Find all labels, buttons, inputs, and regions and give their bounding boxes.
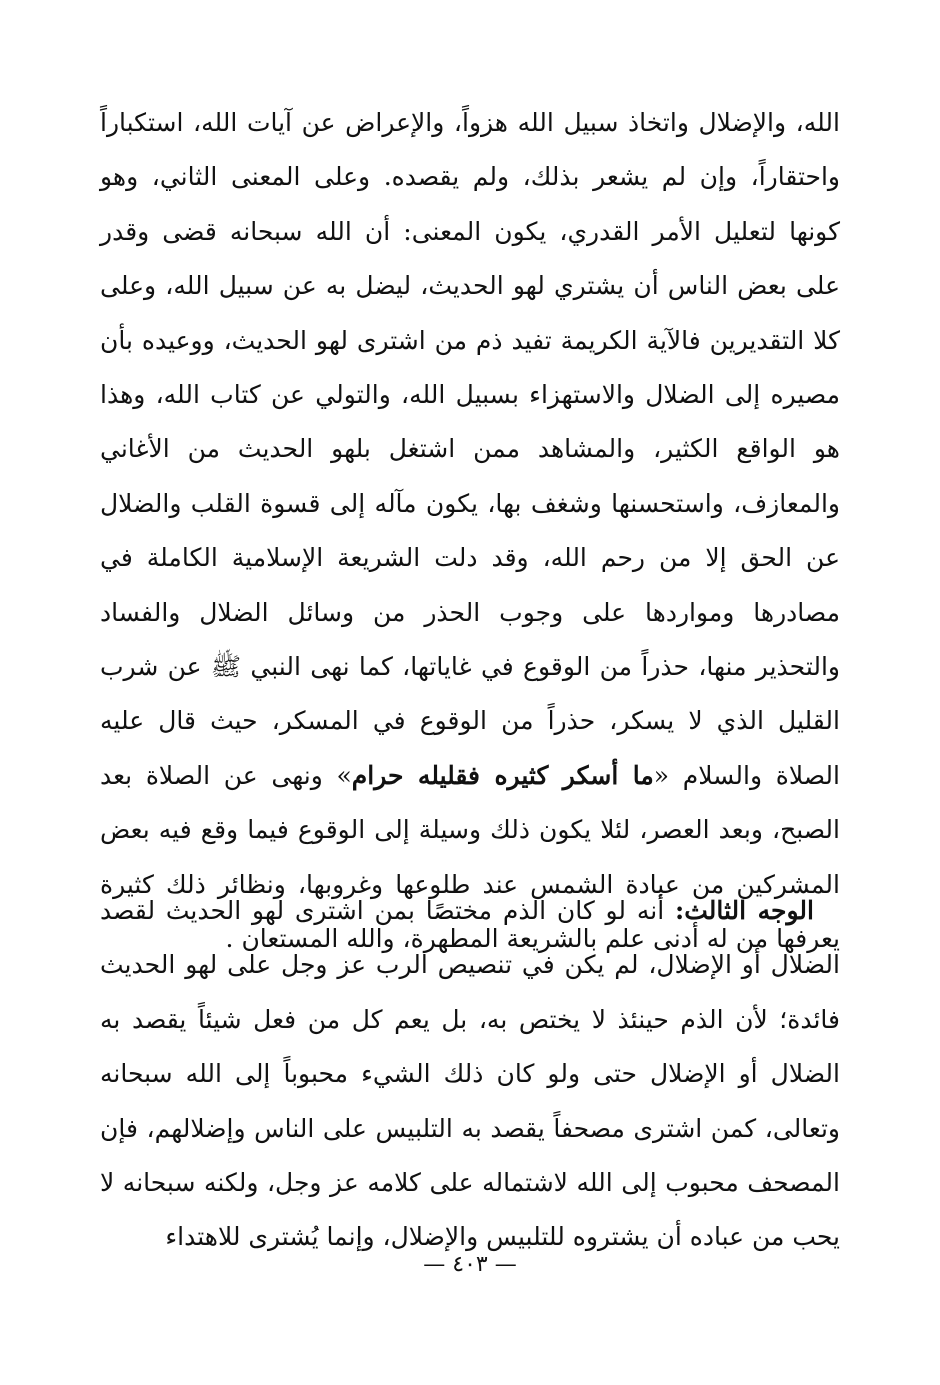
page-number: — ٤٠٣ — [423,1252,517,1277]
paragraph-1-part-1: الله، والإضلال واتخاذ سبيل الله هزواً، والإعراض عن آيات الله، استكباراً واحتقاراً، وإن لم يشعر بذلك، ولم يقصده. وعلى المعنى الثاني، وهو كونها لتعليل الأمر القدري، يكون المعنى: أن الله سبحانه قضى وقدر على بعض الناس أن يشتري لهو الحديث، ليضل به عن سبيل الله، وعلى كلا التقديرين فالآية الكريمة تفيد ذم من اشترى لهو الحديث، ووعيده بأن مصيره إلى الضلال والاستهزاء بسبيل الله، والتولي عن كتاب الله، وهذا هو الواقع الكثير، والمشاهد ممن اشتغل بلهو الحديث من الأغاني والمعازف، واستحسنها وشغف بها، يكون مآله إلى قسوة القلب والضلال عن الحق إلا من رحم الله، وقد دلت الشريعة الإسلامية الكاملة في مصادرها ومواردها على وجوب الحذر من وسائل الضلال والفساد والتحذير منها، حذراً من الوقوع في غاياتها، كما نهى النبي ﷺ عن شرب القليل الذي لا يسكر، حذراً من الوقوع في المسكر، حيث قال عليه الصلاة والسلام « [100,108,840,790]
section-heading: الوجه الثالث: [674,896,814,925]
paragraph-third-aspect [100,884,840,1265]
paragraph-2-body: أنه لو كان الذم مختصًا بمن اشترى لهو الحديث لقصد الضلال أو الإضلال، لم يكن في تنصيص الرب عز وجل على لهو الحديث فائدة؛ لأن الذم حينئذ لا يختص به، بل يعم كل من فعل شيئاً يقصد به الضلال أو الإضلال حتى ولو كان ذلك الشيء محبوباً إلى الله سبحانه وتعالى، كمن اشترى مصحفاً يقصد به التلبيس على الناس وإضلالهم، فإن المصحف محبوب إلى الله لاشتماله على كلامه عز وجل، ولكنه سبحانه لا يحب من عباده أن يشتروه للتلبيس والإضلال، وإنما يُشترى للاهتداء [100,896,840,1252]
hadith-quote: ما أسكر كثيره فقليله حرام [351,760,654,790]
paragraph-1-part-2: » ونهى عن الصلاة بعد الصبح، وبعد العصر، لئلا يكون ذلك وسيلة إلى الوقوع فيما وقع فيه بعض المشركين من عبادة الشمس عند طلوعها وغروبها، ونظائر ذلك كثيرة يعرفها من له أدنى علم بالشريعة المطهرة، والله المستعان . [100,760,840,954]
paragraph-continued [100,96,840,967]
